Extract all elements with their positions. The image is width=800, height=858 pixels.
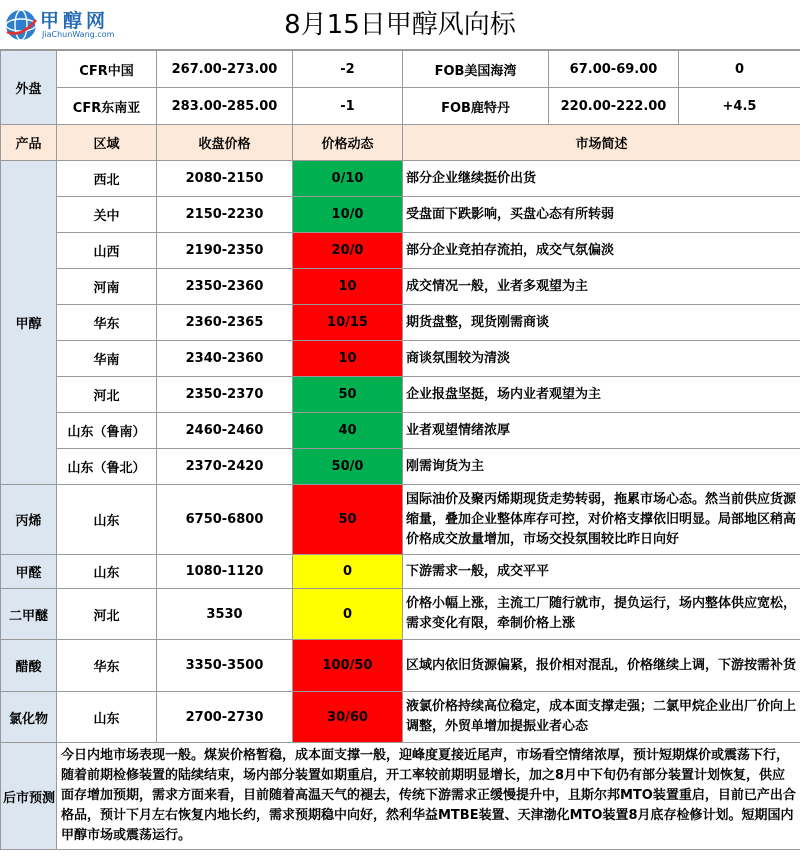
- brief-cell: 部分企业继续挺价出货: [403, 161, 800, 197]
- region-cell: 山东（鲁北）: [57, 449, 157, 485]
- sheet-header: [0, 0, 800, 50]
- brief-cell: 价格小幅上涨，主流工厂随行就市，提负运行，场内整体供应宽松，需求变化有限，牵制价格上涨: [403, 589, 800, 640]
- overseas-price: 67.00-69.00: [549, 51, 679, 88]
- price-cell: 2350-2370: [157, 377, 293, 413]
- region-cell: 河南: [57, 269, 157, 305]
- brief-cell: 刚需询货为主: [403, 449, 800, 485]
- dynamic-cell: 10: [293, 341, 403, 377]
- price-cell: 2360-2365: [157, 305, 293, 341]
- market-table: [0, 50, 800, 850]
- region-cell: 关中: [57, 197, 157, 233]
- region-cell: 山东: [57, 485, 157, 555]
- col-header-product: 产品: [1, 125, 57, 161]
- product-label: 二甲醚: [1, 589, 57, 640]
- overseas-price: 267.00-273.00: [157, 51, 293, 88]
- table-row: [1, 305, 800, 341]
- table-row: [1, 692, 800, 743]
- dynamic-cell: 0/10: [293, 161, 403, 197]
- region-cell: 河北: [57, 377, 157, 413]
- region-cell: 山东（鲁南）: [57, 413, 157, 449]
- dynamic-cell: 40: [293, 413, 403, 449]
- overseas-market: CFR中国: [57, 51, 157, 88]
- table-row: [1, 377, 800, 413]
- price-cell: 3350-3500: [157, 640, 293, 692]
- overseas-market: CFR东南亚: [57, 88, 157, 125]
- overseas-change: 0: [679, 51, 800, 88]
- region-cell: 山东: [57, 692, 157, 743]
- dynamic-cell: 20/0: [293, 233, 403, 269]
- product-label: 甲醛: [1, 555, 57, 589]
- price-cell: 2460-2460: [157, 413, 293, 449]
- col-header-price-dynamic: 价格动态: [293, 125, 403, 161]
- overseas-price: 283.00-285.00: [157, 88, 293, 125]
- overseas-change: -1: [293, 88, 403, 125]
- price-cell: 2700-2730: [157, 692, 293, 743]
- overseas-row: [1, 51, 800, 88]
- brief-cell: 区域内依旧货源偏紧，报价相对混乱，价格继续上调，下游按需补货: [403, 640, 800, 692]
- price-cell: 2370-2420: [157, 449, 293, 485]
- region-cell: 华东: [57, 640, 157, 692]
- overseas-change: +4.5: [679, 88, 800, 125]
- price-cell: 2340-2360: [157, 341, 293, 377]
- dynamic-cell: 0: [293, 589, 403, 640]
- dynamic-cell: 100/50: [293, 640, 403, 692]
- price-cell: 3530: [157, 589, 293, 640]
- forecast-text: 今日内地市场表现一般。煤炭价格暂稳，成本面支撑一般，迎峰度夏接近尾声，市场看空情绪浓厚，预计短期煤价或震荡下行，随着前期检修装置的陆续结束，场内部分装置如期重启，开工率较前期明显增长，加之8月中下旬仍有部分装置计划恢复，供应面存增加预期，需求方面来看，目前随着高温天气的褪去，传统下游需求正缓慢提升中，且斯尔邦MTO装置重启，目前已产出合格品，预计下月左右恢复内地长约，需求预期稳中向好，然利华益MTBE装置、天津渤化MTO装置8月底存检修计划。短期国内甲醇市场或震荡运行。: [57, 743, 800, 850]
- page-title: 8月15日甲醇风向标: [284, 10, 516, 40]
- region-cell: 华东: [57, 305, 157, 341]
- column-header-row: [1, 125, 800, 161]
- brief-cell: 企业报盘坚挺，场内业者观望为主: [403, 377, 800, 413]
- table-row: [1, 269, 800, 305]
- table-row: [1, 589, 800, 640]
- product-label: 醋酸: [1, 640, 57, 692]
- brief-cell: 液氯价格持续高位稳定，成本面支撑走强；二氯甲烷企业出厂价向上调整，外贸单增加提振业者心态: [403, 692, 800, 743]
- brief-cell: 国际油价及聚丙烯期现货走势转弱，拖累市场心态。然当前供应货源缩量，叠加企业整体库存可控，对价格支撑依旧明显。局部地区稍高价格成交放量增加，市场交投氛围较比昨日向好: [403, 485, 800, 555]
- table-row: [1, 413, 800, 449]
- table-row: [1, 197, 800, 233]
- overseas-market: FOB美国海湾: [403, 51, 549, 88]
- logo-domain: JiaChunWang.com: [42, 30, 115, 39]
- dynamic-cell: 10/15: [293, 305, 403, 341]
- product-label: 丙烯: [1, 485, 57, 555]
- table-row: [1, 161, 800, 197]
- logo-text: 甲醇网: [40, 10, 110, 32]
- dynamic-cell: 10/0: [293, 197, 403, 233]
- dynamic-cell: 50: [293, 485, 403, 555]
- overseas-market: FOB鹿特丹: [403, 88, 549, 125]
- other-products-section: [1, 485, 800, 743]
- brief-cell: 成交情况一般，业者多观望为主: [403, 269, 800, 305]
- price-cell: 2350-2360: [157, 269, 293, 305]
- region-cell: 华南: [57, 341, 157, 377]
- price-cell: 2190-2350: [157, 233, 293, 269]
- region-cell: 河北: [57, 589, 157, 640]
- table-row: [1, 485, 800, 555]
- col-header-region: 区域: [57, 125, 157, 161]
- brief-cell: 部分企业竞拍存流拍，成交气氛偏淡: [403, 233, 800, 269]
- methanol-section: [1, 161, 800, 485]
- col-header-close-price: 收盘价格: [157, 125, 293, 161]
- dynamic-cell: 10: [293, 269, 403, 305]
- brief-cell: 商谈氛围较为清淡: [403, 341, 800, 377]
- dynamic-cell: 50: [293, 377, 403, 413]
- overseas-row: [1, 88, 800, 125]
- table-row: [1, 640, 800, 692]
- col-header-market-brief: 市场简述: [403, 125, 800, 161]
- forecast-row: [1, 743, 800, 850]
- overseas-change: -2: [293, 51, 403, 88]
- table-row: [1, 233, 800, 269]
- forecast-label: 后市预测: [1, 743, 57, 850]
- overseas-price: 220.00-222.00: [549, 88, 679, 125]
- dynamic-cell: 0: [293, 555, 403, 589]
- region-cell: 山东: [57, 555, 157, 589]
- product-label: 氯化物: [1, 692, 57, 743]
- brief-cell: 期货盘整，现货刚需商谈: [403, 305, 800, 341]
- price-cell: 2080-2150: [157, 161, 293, 197]
- brief-cell: 下游需求一般，成交平平: [403, 555, 800, 589]
- price-cell: 1080-1120: [157, 555, 293, 589]
- table-row: [1, 449, 800, 485]
- table-row: [1, 341, 800, 377]
- region-cell: 西北: [57, 161, 157, 197]
- overseas-label: 外盘: [1, 51, 57, 125]
- table-row: [1, 555, 800, 589]
- price-cell: 6750-6800: [157, 485, 293, 555]
- brief-cell: 业者观望情绪浓厚: [403, 413, 800, 449]
- price-cell: 2150-2230: [157, 197, 293, 233]
- product-label: 甲醇: [1, 161, 57, 485]
- region-cell: 山西: [57, 233, 157, 269]
- dynamic-cell: 30/60: [293, 692, 403, 743]
- brief-cell: 受盘面下跌影响，买盘心态有所转弱: [403, 197, 800, 233]
- dynamic-cell: 50/0: [293, 449, 403, 485]
